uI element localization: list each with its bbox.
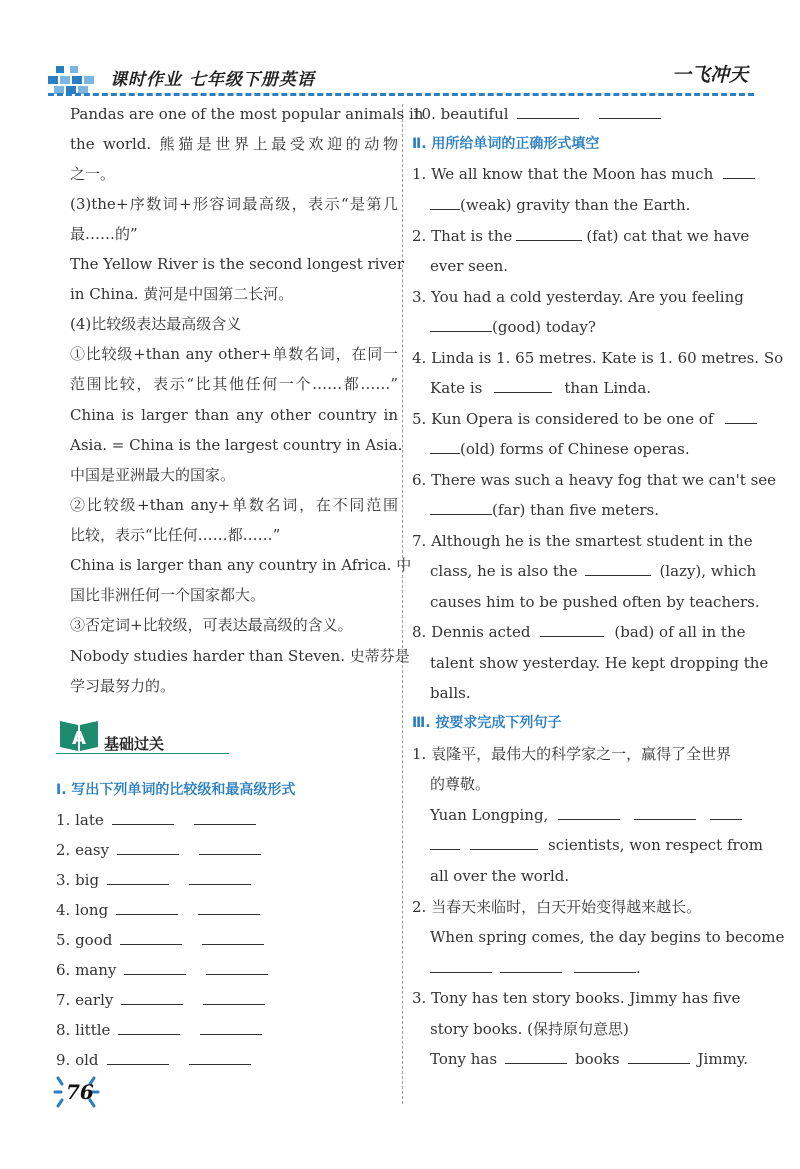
note-line: China is larger than any other country in <box>70 406 398 424</box>
answer-blank[interactable] <box>198 900 260 915</box>
question-line <box>412 164 759 184</box>
section-1-heading: Ⅰ. 写出下列单词的比较级和最高级形式 <box>56 782 296 798</box>
question-text: scientists, won respect from <box>548 836 763 854</box>
sentence-line <box>430 835 763 855</box>
question-text: (bad) of all in the <box>614 623 746 641</box>
answer-blank[interactable] <box>585 561 651 576</box>
sentence-line: 3. Tony has ten story books. Jimmy has five <box>412 989 741 1007</box>
sentence-line: 1. 袁隆平，最伟大的科学家之一，赢得了全世界 <box>412 745 732 763</box>
question-text: Kate is <box>430 379 483 397</box>
sentence-line: story books. (保持原句意思) <box>430 1020 629 1038</box>
section-badge-title: 基础过关 <box>104 735 165 753</box>
answer-blank[interactable] <box>206 960 268 975</box>
sentence-line: When spring comes, the day begins to become <box>430 928 785 946</box>
answer-blank[interactable] <box>112 810 174 825</box>
question-text: Yuan Longping, <box>430 806 549 824</box>
question-line: 3. You had a cold yesterday. Are you feeling <box>412 288 744 306</box>
answer-blank[interactable] <box>628 1049 690 1064</box>
word-label: 4. long <box>56 901 109 919</box>
word-item <box>56 1020 266 1040</box>
sentence-line: 的尊敬。 <box>430 775 491 793</box>
note-line: in China. 黄河是中国第二长河。 <box>70 285 294 303</box>
question-line: 4. Linda is 1. 65 metres. Kate is 1. 60 metres. So <box>412 349 784 367</box>
note-line: 之一。 <box>70 165 116 183</box>
answer-blank[interactable] <box>203 990 265 1005</box>
sentence-line <box>430 1049 748 1069</box>
answer-blank[interactable] <box>200 1020 262 1035</box>
answer-blank[interactable] <box>124 960 186 975</box>
question-text: Tony has <box>430 1050 498 1068</box>
note-line: 最……的” <box>70 225 138 243</box>
answer-blank[interactable] <box>723 164 755 179</box>
question-text: (far) than five meters. <box>492 501 659 519</box>
note-line: (3)the+序数词+形容词最高级，表示“是第几 <box>70 195 398 213</box>
answer-blank[interactable] <box>540 622 604 637</box>
answer-blank[interactable] <box>494 378 552 393</box>
question-line: 7. Although he is the smartest student in the <box>412 532 753 550</box>
answer-blank[interactable] <box>505 1049 567 1064</box>
badge-letter: A <box>72 728 86 749</box>
question-line: ever seen. <box>430 257 509 275</box>
word-label: 9. old <box>56 1051 99 1069</box>
word-label: 10. beautiful <box>412 105 509 123</box>
sentence-line: all over the world. <box>430 867 570 885</box>
answer-blank[interactable] <box>199 840 261 855</box>
question-text: 2. That is the <box>412 227 513 245</box>
note-line: Nobody studies harder than Steven. 史蒂芬是 <box>70 647 410 665</box>
question-line: 6. There was such a heavy fog that we can't see <box>412 471 777 489</box>
word-item <box>56 990 269 1010</box>
word-label: 3. big <box>56 871 100 889</box>
answer-blank[interactable] <box>634 805 696 820</box>
answer-blank[interactable] <box>430 195 460 210</box>
note-line: ①比较级+than any other+单数名词，在同一 <box>70 345 398 363</box>
note-line: China is larger than any country in Africa. 中 <box>70 556 412 574</box>
question-line <box>430 378 651 398</box>
answer-blank[interactable] <box>194 810 256 825</box>
note-line: (4)比较级表达最高级含义 <box>70 315 242 333</box>
badge-underline <box>56 753 229 754</box>
answer-blank[interactable] <box>500 958 562 973</box>
answer-blank[interactable] <box>118 1020 180 1035</box>
sentence-line: 2. 当春天来临时，白天开始变得越来越长。 <box>412 898 702 916</box>
answer-blank[interactable] <box>599 104 661 119</box>
note-line: The Yellow River is the second longest river <box>70 255 404 273</box>
note-line: 学习最努力的。 <box>70 677 176 695</box>
word-item <box>56 930 268 950</box>
question-line: talent show yesterday. He kept dropping the <box>430 654 769 672</box>
page-number: 76 <box>66 1080 94 1104</box>
question-text: (fat) cat that we have <box>586 227 750 245</box>
word-item <box>56 840 265 860</box>
section-2-heading: Ⅱ. 用所给单词的正确形式填空 <box>412 136 600 152</box>
word-item <box>56 1050 255 1070</box>
header-rule <box>48 93 754 96</box>
answer-blank[interactable] <box>120 930 182 945</box>
word-item <box>56 900 264 920</box>
answer-blank[interactable] <box>107 1050 169 1065</box>
question-line <box>430 500 659 520</box>
note-line: Asia. = China is the largest country in Asia. <box>70 436 403 454</box>
answer-blank[interactable] <box>725 409 757 424</box>
word-label: 6. many <box>56 961 117 979</box>
word-item-10 <box>412 104 665 124</box>
answer-blank[interactable] <box>470 835 538 850</box>
header-brand: 一飞冲天 <box>671 64 748 86</box>
word-label: 1. late <box>56 811 104 829</box>
question-line: balls. <box>430 684 471 702</box>
question-line <box>430 195 690 215</box>
question-line: causes him to be pushed often by teachers. <box>430 593 760 611</box>
answer-blank[interactable] <box>116 900 178 915</box>
answer-blank[interactable] <box>558 805 620 820</box>
word-item <box>56 810 260 830</box>
note-line: Pandas are one of the most popular animals in <box>70 105 424 123</box>
question-text: class, he is also the <box>430 562 578 580</box>
note-line: ②比较级+than any+单数名词，在不同范围 <box>70 496 398 514</box>
answer-blank[interactable] <box>430 835 460 850</box>
answer-blank[interactable] <box>107 870 169 885</box>
answer-blank[interactable] <box>121 990 183 1005</box>
word-label: 8. little <box>56 1021 111 1039</box>
sentence-line <box>430 958 641 978</box>
book-badge-icon <box>58 717 100 753</box>
question-line <box>430 439 690 459</box>
word-label: 5. good <box>56 931 113 949</box>
note-line: the world. 熊猫是世界上最受欢迎的动物 <box>70 135 398 153</box>
answer-blank[interactable] <box>430 500 492 515</box>
question-text: (good) today? <box>492 318 596 336</box>
question-line <box>430 561 756 581</box>
answer-blank[interactable] <box>710 805 742 820</box>
note-line: 比较，表示“比任何……都……” <box>70 526 281 544</box>
question-text: (old) forms of Chinese operas. <box>460 440 690 458</box>
answer-blank[interactable] <box>430 439 460 454</box>
question-text: (weak) gravity than the Earth. <box>460 196 691 214</box>
question-line <box>412 622 746 642</box>
note-line: 国比非洲任何一个国家都大。 <box>70 586 266 604</box>
answer-blank[interactable] <box>430 958 492 973</box>
question-text: 5. Kun Opera is considered to be one of <box>412 410 714 428</box>
answer-blank[interactable] <box>430 317 492 332</box>
question-text: (lazy), which <box>659 562 757 580</box>
word-item <box>56 960 272 980</box>
question-line <box>412 226 749 246</box>
sentence-line <box>430 805 746 825</box>
question-text: 1. We all know that the Moon has much <box>412 165 714 183</box>
section-3-heading: Ⅲ. 按要求完成下列句子 <box>412 715 562 731</box>
question-line <box>430 317 596 337</box>
word-label: 7. early <box>56 991 114 1009</box>
answer-blank[interactable] <box>516 226 582 241</box>
question-text: than Linda. <box>564 379 652 397</box>
note-line: ③否定词+比较级，可表达最高级的含义。 <box>70 616 353 634</box>
question-text: Jimmy. <box>697 1050 749 1068</box>
answer-blank[interactable] <box>202 930 264 945</box>
note-line: 范围比较，表示“比其他任何一个……都……” <box>70 375 398 393</box>
question-text: books <box>575 1050 620 1068</box>
word-item <box>56 870 255 890</box>
question-line <box>412 409 761 429</box>
word-label: 2. easy <box>56 841 110 859</box>
answer-blank[interactable] <box>117 840 179 855</box>
answer-blank[interactable] <box>574 958 636 973</box>
answer-blank[interactable] <box>189 870 251 885</box>
question-text: . <box>636 959 641 977</box>
header-logo-icon <box>48 62 100 94</box>
note-line: 中国是亚洲最大的国家。 <box>70 466 236 484</box>
answer-blank[interactable] <box>189 1050 251 1065</box>
header-title: 课时作业 七年级下册英语 <box>110 70 315 90</box>
column-divider <box>402 104 403 1104</box>
question-text: 8. Dennis acted <box>412 623 531 641</box>
answer-blank[interactable] <box>517 104 579 119</box>
